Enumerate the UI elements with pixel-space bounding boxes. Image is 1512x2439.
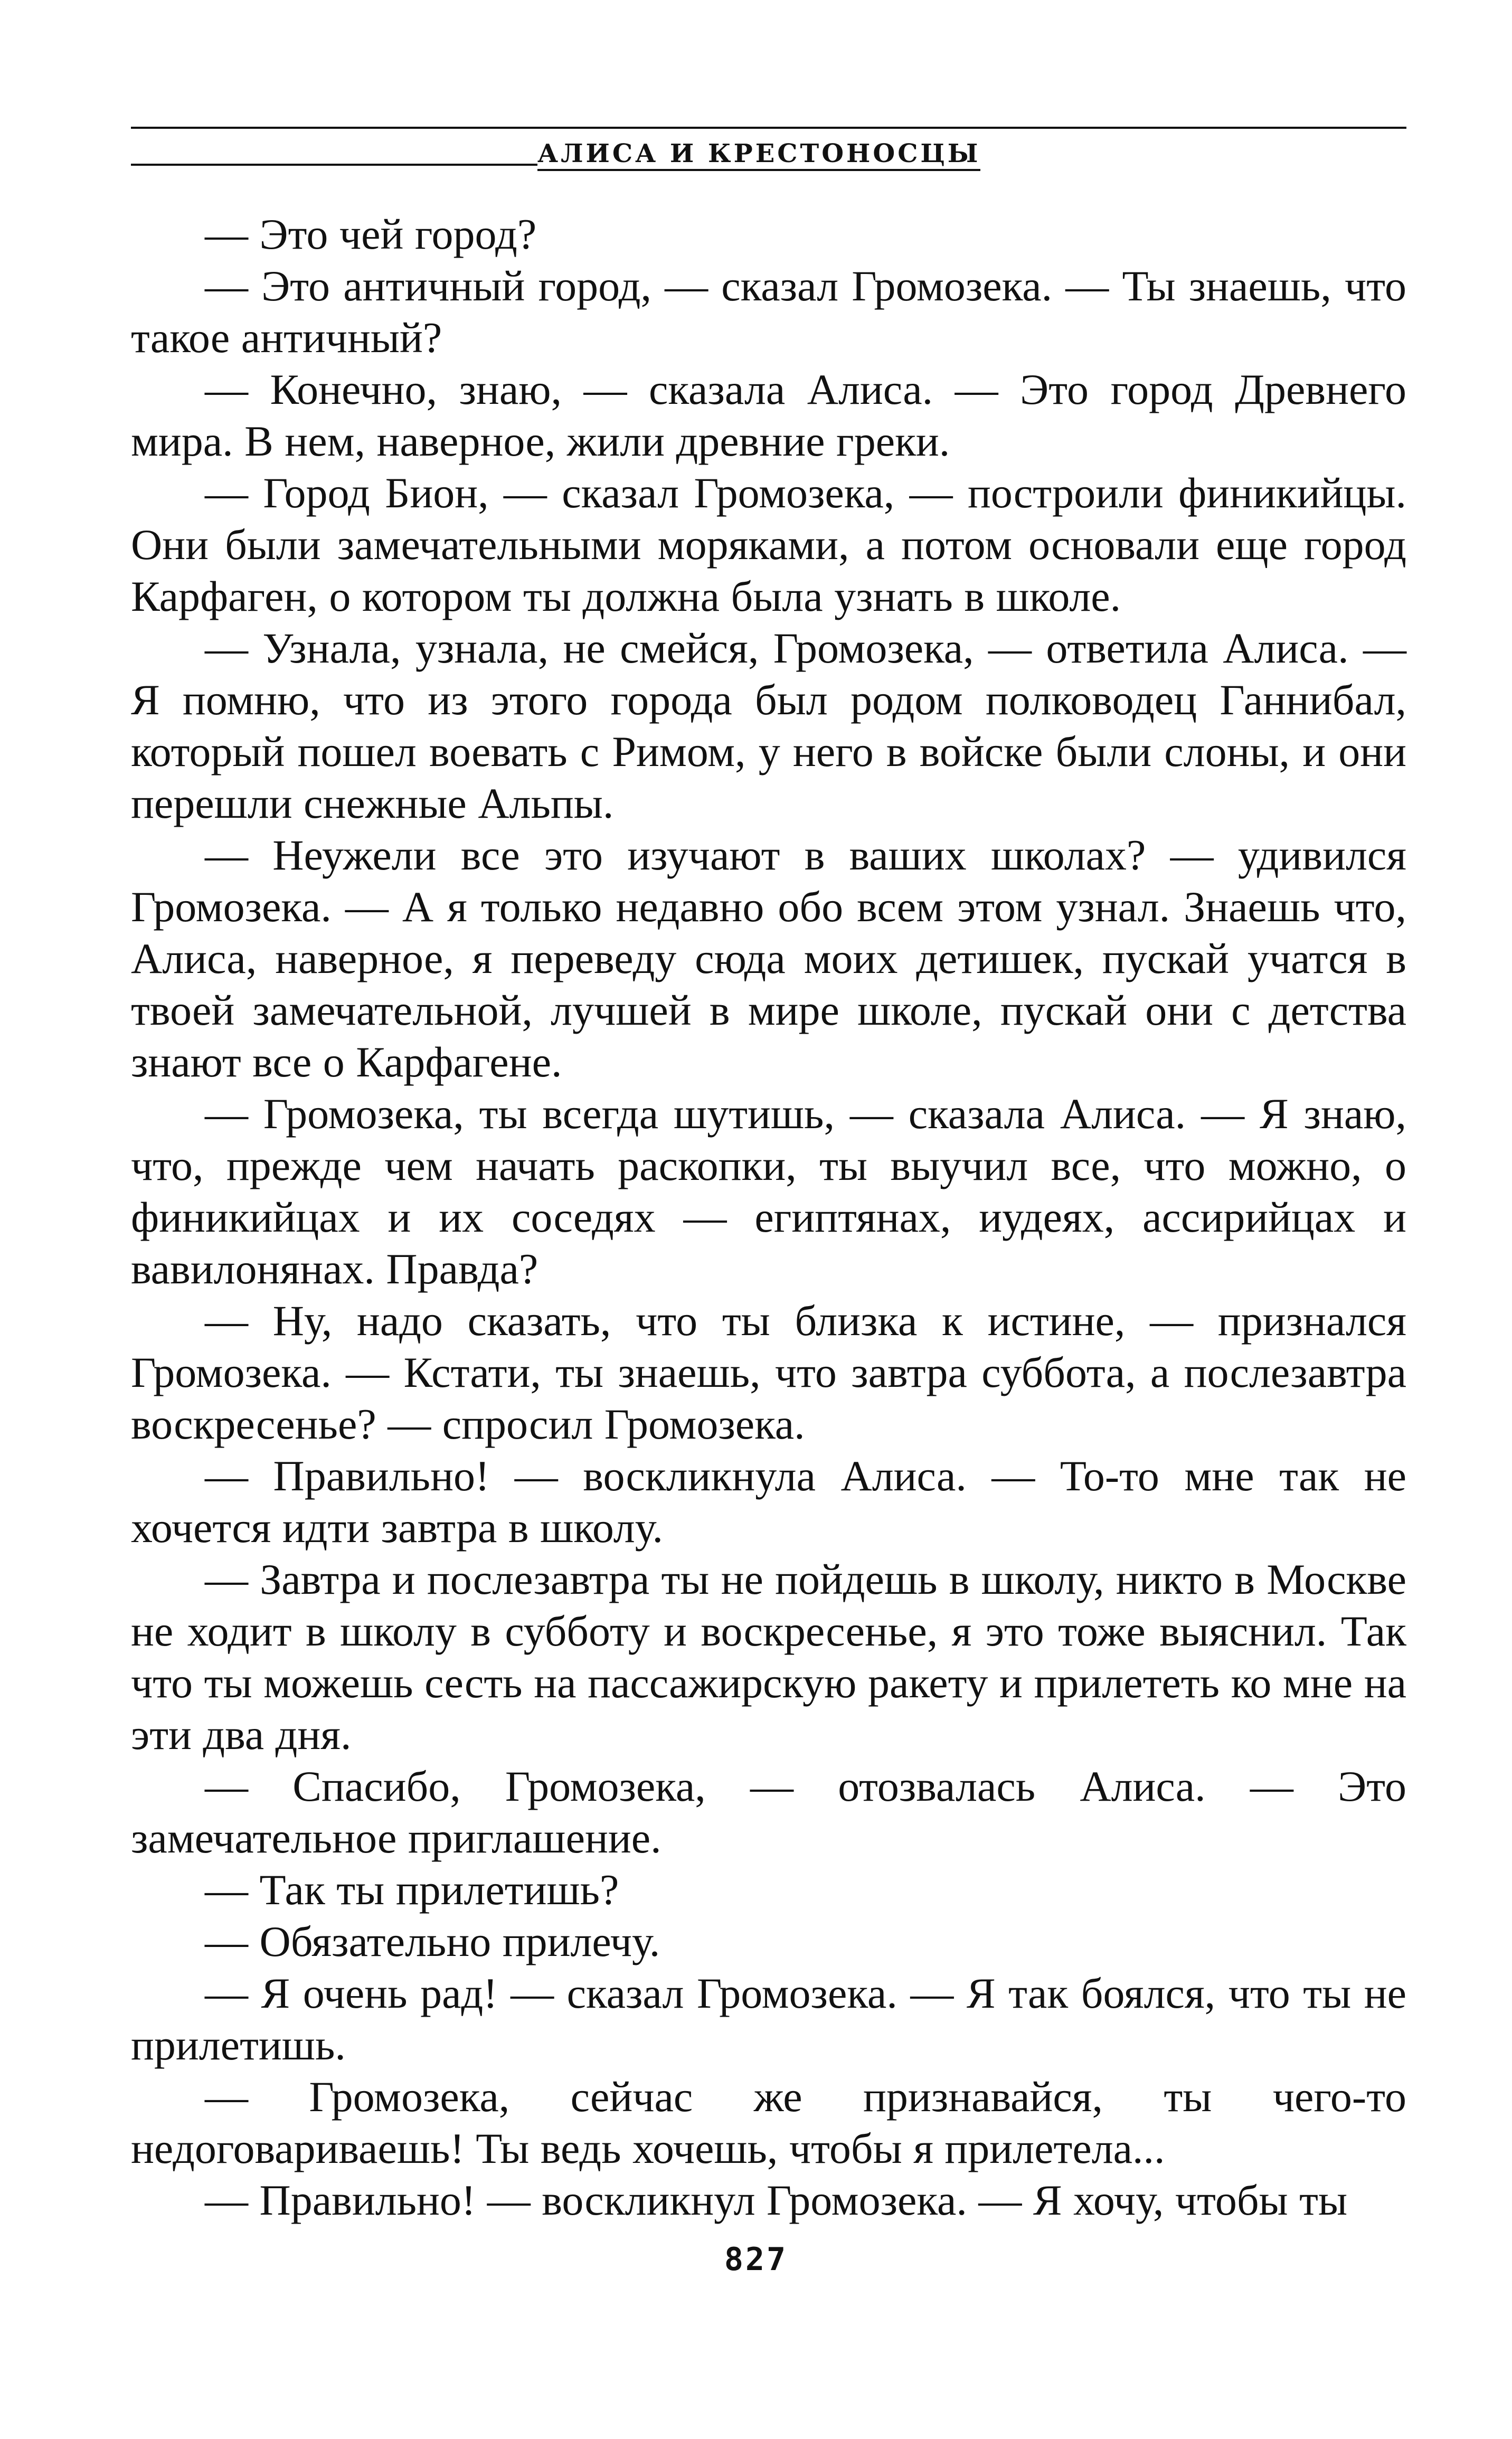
paragraph: — Это античный город, — сказал Громозека. — Ты знаешь, что такое античный? [131, 262, 1406, 362]
page-number: 827 [724, 2241, 788, 2278]
paragraph: — Спасибо, Громозека, — отозвалась Алиса. — Это замечательное приглашение. [131, 1762, 1406, 1862]
paragraph: — Это чей город? [205, 210, 537, 258]
paragraph: — Завтра и послезавтра ты не пойдешь в школу, никто в Москве не ходит в школу в субботу и воскресенье, я это тоже выяснил. Так что ты можешь сесть на пассажирскую ракету и прилететь ко мне на эти два дня. [131, 1555, 1406, 1759]
paragraph: — Город Бион, — сказал Громозека, — построили финикийцы. Они были замечательными моряками, а потом основали еще город Карфаген, о котором ты должна была узнать в школе. [131, 469, 1406, 620]
paragraph: — Конечно, знаю, — сказала Алиса. — Это город Древнего мира. В нем, наверное, жили древние греки. [131, 365, 1406, 465]
paragraph: — Узнала, узнала, не смейся, Громозека, — ответила Алиса. — Я помню, что из этого города был родом полководец Ганнибал, который пошел воевать с Римом, у него в войске были слоны, и они перешли снежные Альпы. [131, 624, 1406, 827]
paragraph: — Правильно! — воскликнула Алиса. — То-то мне так не хочется идти завтра в школу. [131, 1452, 1406, 1552]
paragraph: — Ну, надо сказать, что ты близка к истине, — признался Громозека. — Кстати, ты знаешь, что завтра суббота, а послезавтра воскресенье? — спросил Громозека. [131, 1297, 1406, 1448]
paragraph: — Так ты прилетишь? [205, 1866, 619, 1914]
header-left-rule [131, 164, 537, 166]
paragraph: — Неужели все это изучают в ваших школах? — удивился Громозека. — А я только недавно обо всем этом узнал. Знаешь что, Алиса, наверное, я переведу сюда моих детишек, пускай учатся в твоей замечательной, лучшей в мире школе, пускай они с детства знают все о Карфагене. [131, 831, 1406, 1086]
paragraph: — Я очень рад! — сказал Громозека. — Я так боялся, что ты не прилетишь. [131, 1969, 1406, 2069]
header-top-rule [131, 127, 1406, 129]
body-text [131, 209, 1406, 2226]
running-header [131, 138, 1406, 169]
running-title: АЛИСА И КРЕСТОНОСЦЫ [537, 138, 980, 171]
paragraph: — Громозека, сейчас же признавайся, ты чего-то недоговариваешь! Ты ведь хочешь, чтобы я прилетела... [131, 2073, 1406, 2172]
paragraph: — Громозека, ты всегда шутишь, — сказала Алиса. — Я знаю, что, прежде чем начать раскопки, ты выучил все, что можно, о финикийцах и их соседях — египтянах, иудеях, ассирийцах и вавилонянах. Правда? [131, 1090, 1406, 1293]
paragraph: — Обязательно прилечу. [205, 1917, 660, 1965]
paragraph: — Правильно! — воскликнул Громозека. — Я хочу, чтобы ты [205, 2176, 1348, 2224]
